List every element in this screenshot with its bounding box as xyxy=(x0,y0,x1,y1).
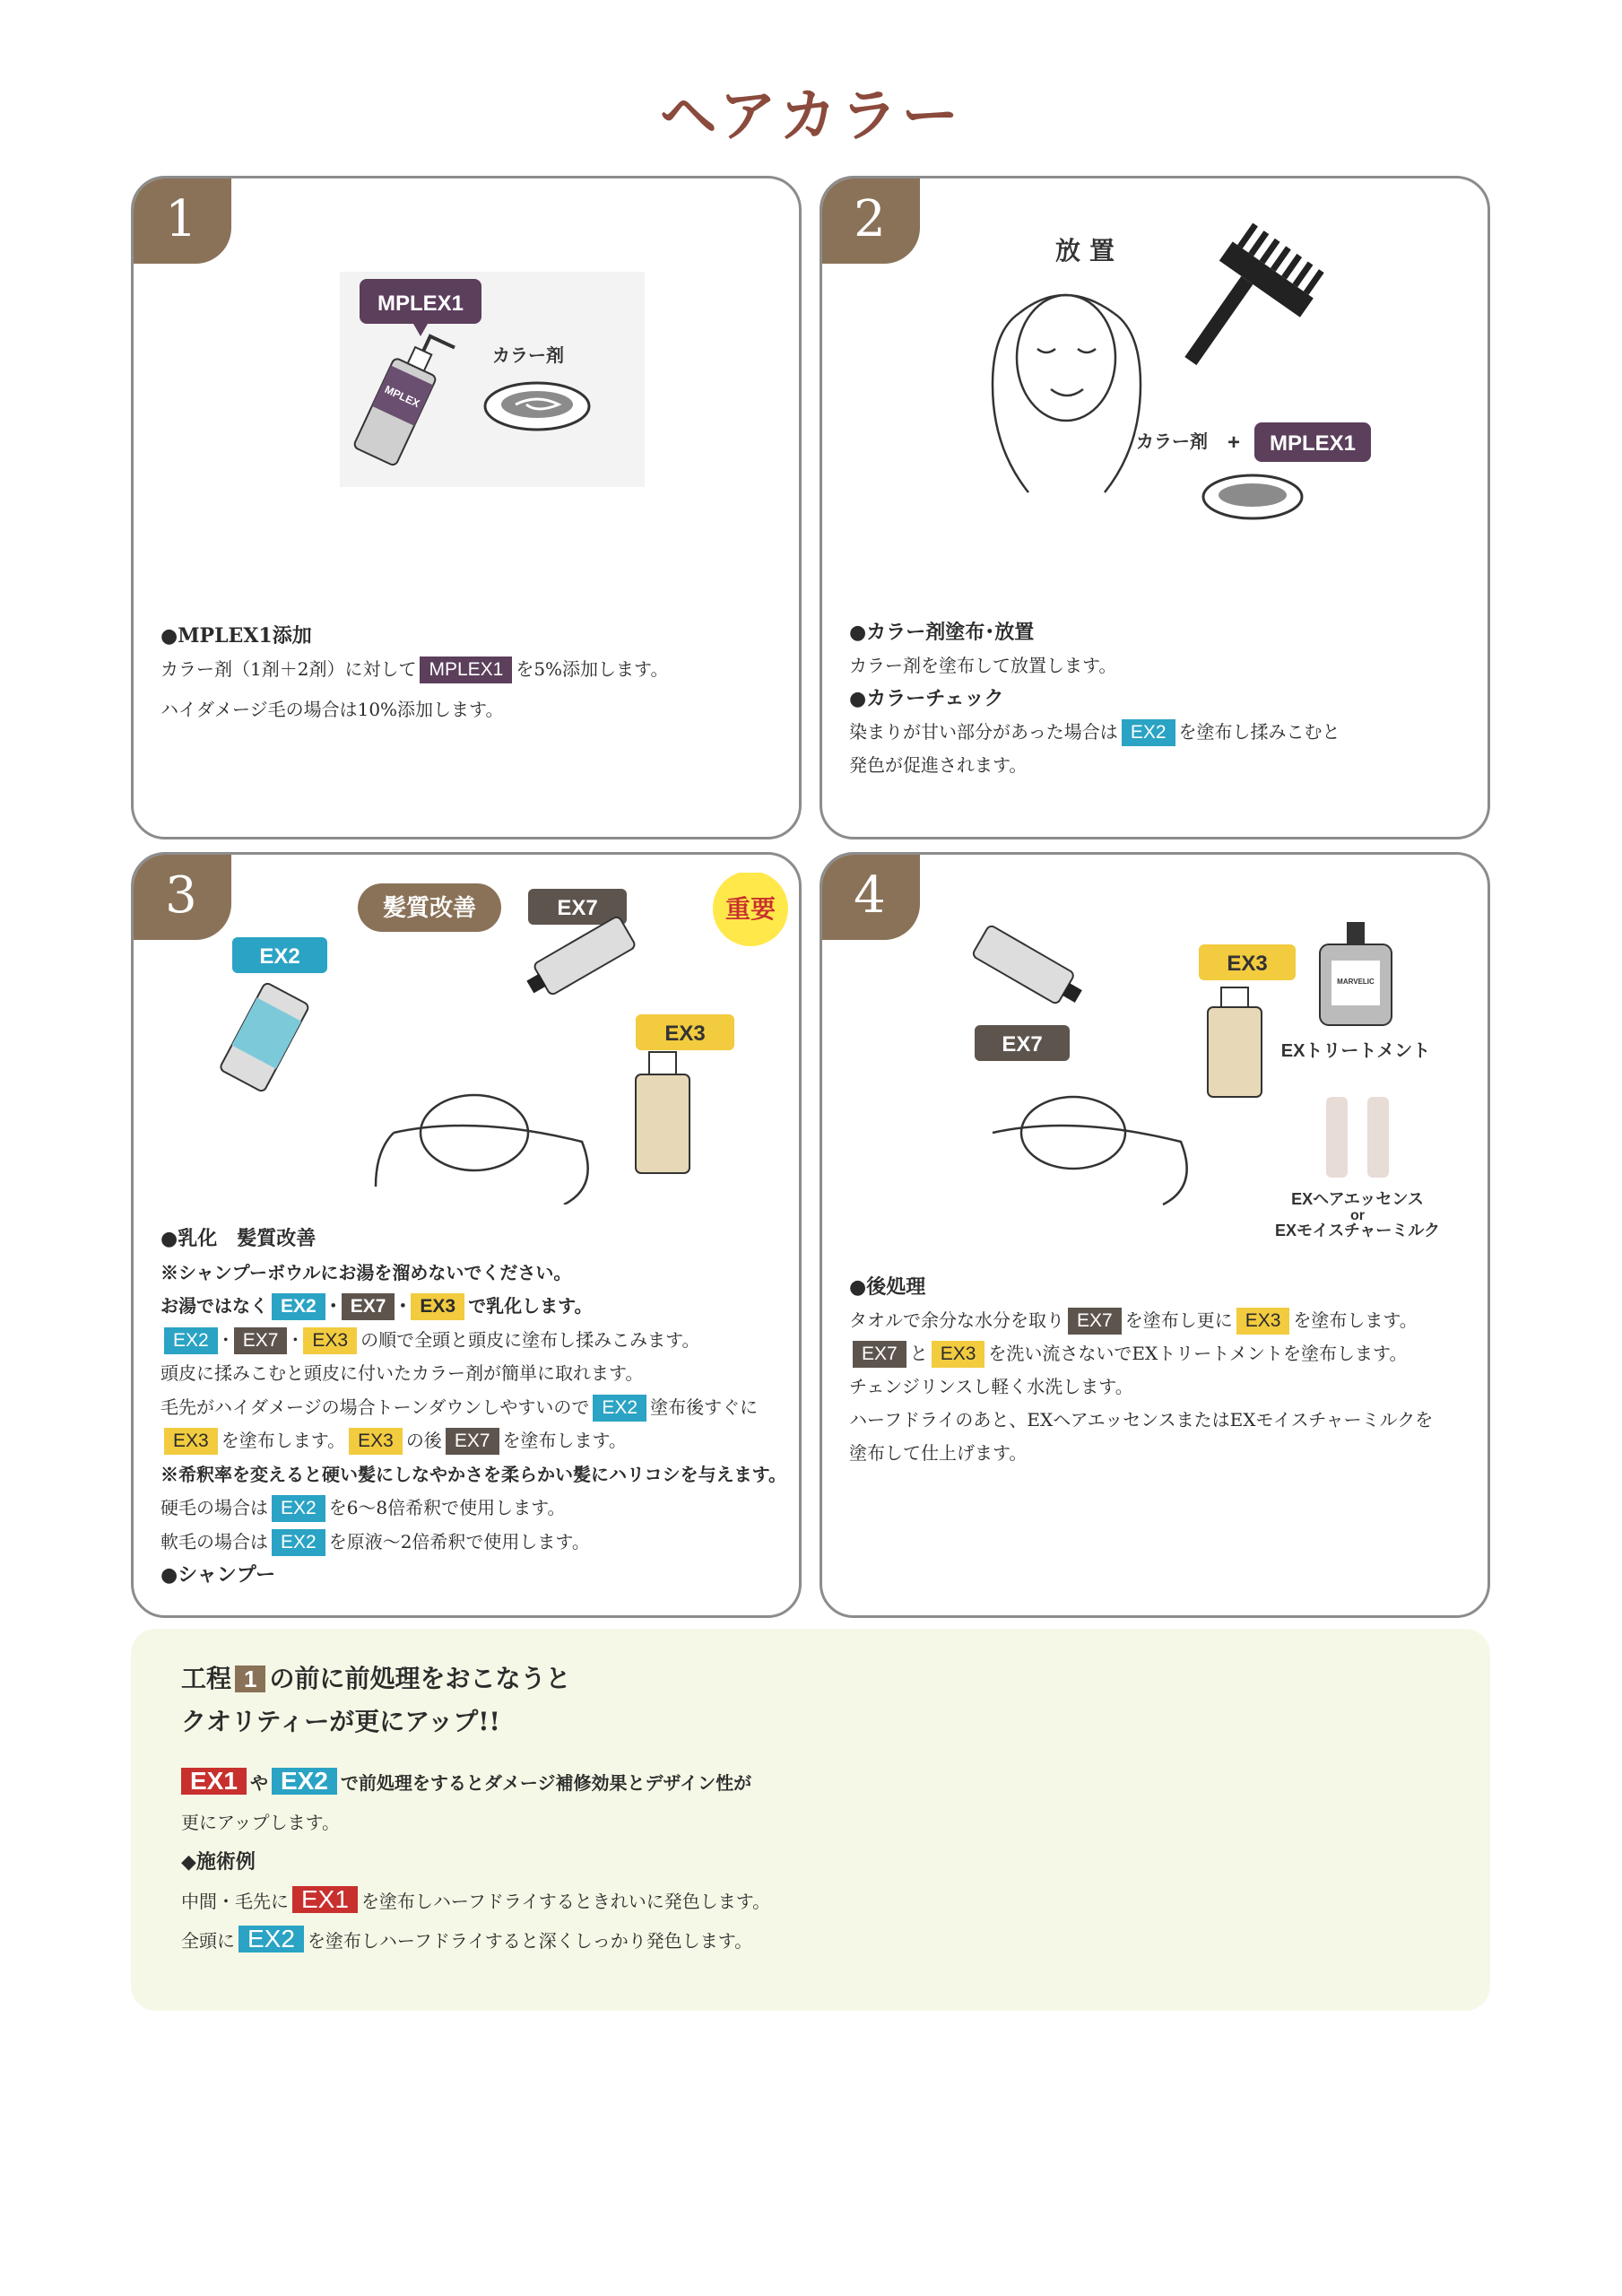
p4-line-5: 塗布して仕上げます。 xyxy=(849,1442,1028,1464)
ex2-badge: EX2 xyxy=(239,1926,304,1952)
p1-line-2: ハイダメージ毛の場合は10%添加します。 xyxy=(160,699,504,720)
p3-heading: ●乳化 髪質改善 xyxy=(160,1227,317,1250)
mplex-badge: MPLEX1 xyxy=(420,657,512,683)
essence-label: EXヘアエッセンス xyxy=(1291,1190,1424,1208)
bottom-line-5: 中間・毛先に EX1 を塗布しハーフドライするときれいに発色します。 xyxy=(181,1885,771,1913)
ex2-badge: EX2 xyxy=(272,1293,325,1320)
ex3-badge: EX3 xyxy=(1236,1308,1290,1335)
step-number: 1 xyxy=(131,176,231,264)
ex3-badge: EX3 xyxy=(349,1428,403,1455)
mplex-bottle-illustration xyxy=(340,272,645,487)
ex7-badge: EX7 xyxy=(342,1293,395,1320)
p2-heading-2: ●カラーチェック xyxy=(849,687,1004,710)
ex2-badge: EX2 xyxy=(1122,719,1175,746)
ex7-badge: EX7 xyxy=(446,1428,499,1455)
p2-line-2: 染まりが甘い部分があった場合は EX2 を塗布し揉みこむと xyxy=(849,716,1340,749)
page-title: ヘアカラー xyxy=(659,83,963,150)
ex7-tag: EX7 xyxy=(557,896,598,920)
p1-heading: ●MPLEX1添加 xyxy=(160,624,312,648)
treatment-bottle-icon xyxy=(1320,922,1392,1025)
p3-note-1: ※シャンプーボウルにお湯を溜めないでください。 xyxy=(160,1261,572,1283)
color-agent-label: カラー剤 xyxy=(492,346,564,366)
mplex-tag-text: MPLEX1 xyxy=(377,291,464,316)
agent-label: カラー剤 xyxy=(1136,432,1208,452)
or-label: or xyxy=(1350,1208,1365,1223)
p3-line-3: EX2 ･ EX7 ･ EX3 の順で全頭と頭皮に塗布し揉みこみます。 xyxy=(160,1324,786,1358)
after-treatment-illustration xyxy=(894,891,1486,1240)
wait-illustration xyxy=(957,223,1459,528)
ex2-badge: EX2 xyxy=(164,1327,218,1354)
ex1-badge: EX1 xyxy=(181,1768,247,1795)
ex3-tag: EX3 xyxy=(1227,952,1268,976)
essence-bottles-icon xyxy=(1326,1097,1389,1178)
salon-wash-icon xyxy=(376,1095,588,1205)
quality-badge-text: 髪質改善 xyxy=(382,894,477,921)
mplex-tag-text: MPLEX1 xyxy=(1269,431,1357,456)
ex2-bottle-icon xyxy=(219,982,309,1092)
milk-label: EXモイスチャーミルク xyxy=(1274,1222,1441,1239)
p4-line-1: タオルで余分な水分を取り EX7 を塗布し更に EX3 を塗布します。 xyxy=(849,1304,1433,1337)
treatment-label: EXトリートメント xyxy=(1280,1041,1431,1061)
ex2-badge: EX2 xyxy=(272,1495,325,1522)
p2-line-3: 発色が促進されます。 xyxy=(849,754,1028,776)
p3-line-6: EX3 を塗布します。 EX3 の後 EX7 を塗布します。 xyxy=(160,1424,786,1458)
step-1-badge: 1 xyxy=(235,1665,265,1692)
bottom-line-2: クオリティーが更にアップ!! xyxy=(181,1707,500,1736)
bottom-line-3: EX1 や EX2 で前処理をするとダメージ補修効果とデザイン性が xyxy=(181,1763,770,1803)
p3-line-8: 硬毛の場合は EX2 を6～8倍希釈で使用します。 xyxy=(160,1492,786,1526)
p2-line-1: カラー剤を塗布して放置します。 xyxy=(849,655,1117,676)
ex2-badge: EX2 xyxy=(593,1395,646,1422)
important-text: 重要 xyxy=(724,895,776,923)
woman-face-icon xyxy=(993,295,1141,492)
bottom-line-4: 更にアップします。 xyxy=(181,1812,340,1833)
treatment-brand: MARVELIC xyxy=(1337,978,1375,986)
ex2-badge: EX2 xyxy=(272,1768,337,1795)
color-brush-icon xyxy=(1163,223,1329,398)
p3-line-4: 頭皮に揉みこむと頭皮に付いたカラー剤が簡単に取れます。 xyxy=(160,1362,644,1384)
p3-line-2: お湯ではなく EX2 ･ EX7 ･ EX3 で乳化します。 xyxy=(160,1290,786,1324)
ex2-tag: EX2 xyxy=(259,944,300,969)
p3-line-9: 軟毛の場合は EX2 を原液～2倍希釈で使用します。 xyxy=(160,1526,786,1560)
ex3-badge: EX3 xyxy=(303,1327,357,1354)
p3-note-2: ※希釈率を変えると硬い髪にしなやかさを柔らかい髪にハリコシを与えます。 xyxy=(160,1463,786,1485)
ex3-tag: EX3 xyxy=(664,1022,706,1046)
ex7-tube-icon xyxy=(972,925,1088,1013)
ex7-tag: EX7 xyxy=(1002,1032,1043,1057)
ex3-bottle-icon xyxy=(1208,987,1262,1097)
ex7-badge: EX7 xyxy=(853,1341,906,1368)
ex3-badge: EX3 xyxy=(932,1341,985,1368)
ex1-badge: EX1 xyxy=(292,1886,358,1913)
p3-heading-2: ●シャンプー xyxy=(160,1563,276,1587)
ex3-bottle-icon xyxy=(636,1052,690,1173)
p4-line-3: チェンジリンスし軽く水洗します。 xyxy=(849,1376,1133,1397)
wait-label: 放置 xyxy=(1055,237,1124,265)
step-2-panel xyxy=(820,176,1490,839)
step-number: 4 xyxy=(820,852,920,940)
step-1-panel xyxy=(131,176,802,839)
step-3-panel xyxy=(131,852,802,1618)
bottom-heading: ◆施術例 xyxy=(181,1850,256,1874)
ex2-badge: EX2 xyxy=(272,1529,325,1556)
ex3-badge: EX3 xyxy=(411,1293,464,1320)
step-number: 3 xyxy=(131,852,231,940)
ex7-badge: EX7 xyxy=(234,1327,288,1354)
plus-label: + xyxy=(1227,430,1241,455)
step-number: 2 xyxy=(820,176,920,264)
p3-line-5: 毛先がハイダメージの場合トーンダウンしやすいので EX2 塗布後すぐに xyxy=(160,1391,786,1425)
bottom-line-6: 全頭に EX2 を塗布しハーフドライすると深くしっかり発色します。 xyxy=(181,1925,753,1952)
p2-heading-1: ●カラー剤塗布･放置 xyxy=(849,621,1035,644)
pretreatment-section xyxy=(131,1629,1490,2011)
ex3-badge: EX3 xyxy=(164,1428,218,1455)
ex7-tube-icon xyxy=(521,916,636,1003)
step-4-panel xyxy=(820,852,1490,1618)
ex7-badge: EX7 xyxy=(1068,1308,1122,1335)
p1-line-1: カラー剤（1剤＋2剤）に対して MPLEX1 を5%添加します。 xyxy=(160,653,668,686)
salon-wash-icon xyxy=(993,1097,1187,1205)
p4-heading: ●後処理 xyxy=(849,1275,926,1299)
p4-line-4: ハーフドライのあと、EXヘアエッセンスまたはEXモイスチャーミルクを xyxy=(849,1409,1434,1431)
emulsify-illustration xyxy=(214,873,797,1205)
p4-line-2: EX7 と EX3 を洗い流さないでEXトリートメントを塗布します。 xyxy=(849,1337,1433,1370)
bottle-label: MPLEX xyxy=(382,382,422,411)
bottom-line-1: 工程 1 の前に前処理をおこなうと xyxy=(181,1664,571,1693)
